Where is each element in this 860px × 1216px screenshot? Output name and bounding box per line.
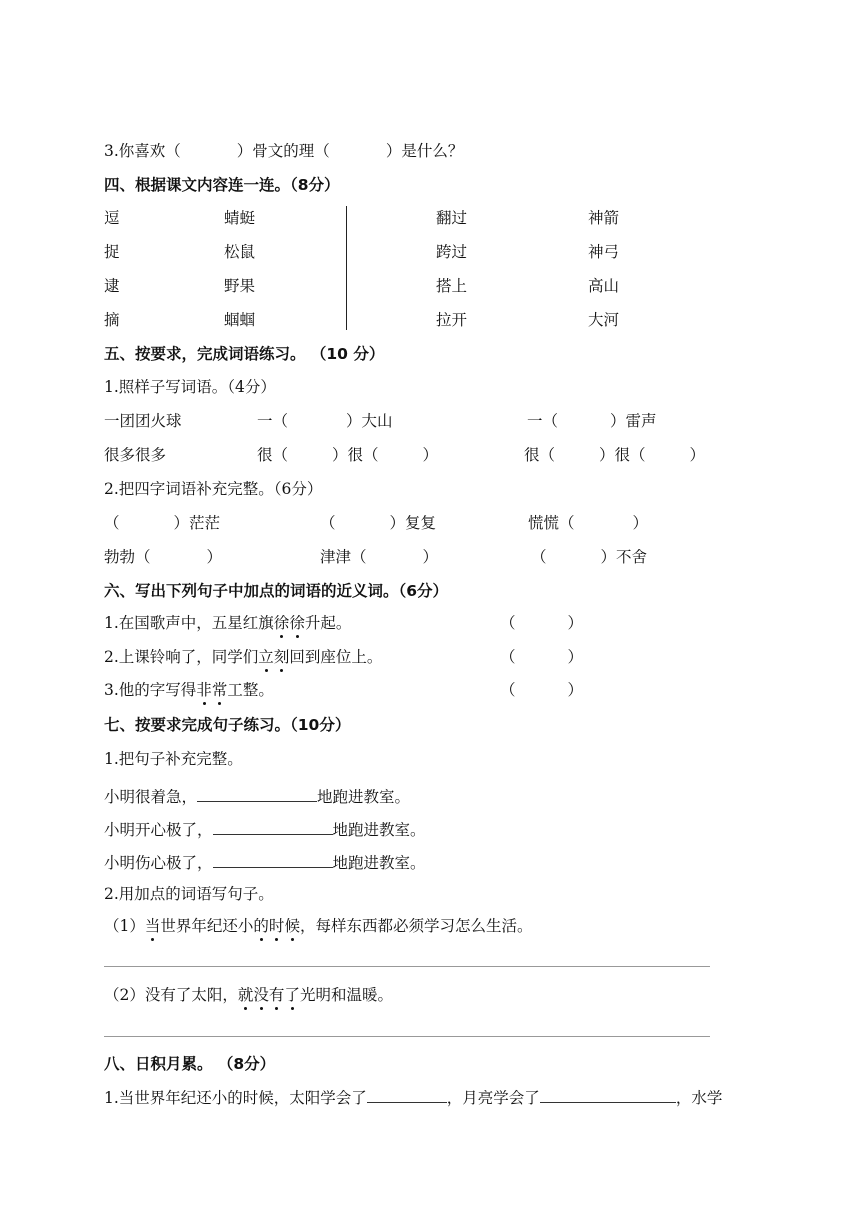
text-fragment: （ bbox=[531, 548, 547, 566]
sentence bbox=[104, 680, 274, 700]
fill-item bbox=[527, 411, 657, 431]
text-fragment: ）雷声 bbox=[610, 412, 657, 430]
text-fragment: 一（ bbox=[257, 412, 289, 430]
text-fragment: 小明很着急， bbox=[104, 788, 198, 806]
text-fragment: 光明和温暖。 bbox=[299, 986, 393, 1004]
text-fragment: ）茫茫 bbox=[173, 514, 221, 532]
answer-parens bbox=[500, 647, 583, 667]
text-fragment: 津津（ bbox=[320, 548, 367, 566]
match-word: 松鼠 bbox=[224, 243, 256, 261]
section-5-title: 五、按要求，完成词语练习。 （10 分） bbox=[104, 345, 385, 363]
match-word: 蝈蝈 bbox=[224, 311, 256, 329]
sentence bbox=[104, 852, 426, 873]
fill-blank[interactable] bbox=[197, 786, 317, 802]
match-word: 捉 bbox=[104, 243, 120, 261]
fill-item bbox=[524, 445, 705, 465]
text-fragment: 3.他的字写得 bbox=[104, 681, 197, 699]
fill-item bbox=[531, 547, 647, 567]
answer-parens bbox=[500, 613, 583, 633]
text-fragment: ）不舍 bbox=[600, 548, 648, 566]
sentence bbox=[104, 985, 393, 1005]
text-fragment: 小明开心极了， bbox=[104, 821, 213, 839]
text-fragment: （2） bbox=[104, 986, 145, 1004]
text-fragment: 徐 bbox=[273, 614, 290, 632]
text-fragment: ）骨文的理（ bbox=[236, 142, 330, 160]
text-fragment: ） bbox=[422, 446, 439, 464]
match-word: 拉开 bbox=[436, 311, 468, 329]
text-fragment: 地跑进教室。 bbox=[332, 854, 426, 872]
text-fragment: ） bbox=[567, 648, 584, 666]
text-fragment: ）复复 bbox=[389, 514, 437, 532]
text-fragment: 的 bbox=[253, 917, 269, 935]
answer-parens bbox=[500, 680, 583, 700]
section-6-title: 六、写出下列句子中加点的词语的近义词。（6分） bbox=[104, 582, 449, 600]
text-fragment: 立 bbox=[258, 648, 274, 666]
text-fragment: ） bbox=[206, 548, 223, 566]
text-fragment: ）大山 bbox=[346, 412, 393, 430]
text-fragment: （ bbox=[500, 614, 516, 632]
text-fragment: 了 bbox=[284, 986, 300, 1004]
sentence bbox=[104, 647, 382, 667]
text-fragment: 很（ bbox=[524, 446, 556, 464]
text-fragment: ） bbox=[422, 548, 439, 566]
text-fragment: ）是什么？ bbox=[385, 142, 464, 160]
text-fragment: 有 bbox=[268, 986, 285, 1004]
text-fragment: （ bbox=[500, 681, 516, 699]
text-fragment: 就 bbox=[237, 986, 254, 1004]
text-fragment: （ bbox=[500, 648, 516, 666]
text-fragment: 徐 bbox=[289, 614, 305, 632]
text-fragment: （1） bbox=[104, 917, 145, 935]
text-fragment: 刻 bbox=[273, 648, 290, 666]
text-fragment: ，水学 bbox=[675, 1089, 723, 1107]
match-word: 翻过 bbox=[436, 209, 468, 227]
match-word: 高山 bbox=[588, 277, 620, 295]
text-fragment: 升起。 bbox=[304, 614, 352, 632]
fill-item bbox=[257, 411, 393, 431]
text-fragment: ） bbox=[632, 514, 649, 532]
match-word: 神弓 bbox=[588, 243, 620, 261]
fill-blank[interactable] bbox=[213, 819, 333, 835]
match-word: 跨过 bbox=[436, 243, 468, 261]
section-8-title: 八、日积月累。 （8分） bbox=[104, 1055, 276, 1073]
text-fragment: 一（ bbox=[527, 412, 559, 430]
text-fragment: 工整。 bbox=[227, 681, 274, 699]
sentence bbox=[104, 1087, 722, 1108]
text-fragment: 小明伤心极了， bbox=[104, 854, 213, 872]
text-fragment: 地跑进教室。 bbox=[332, 821, 426, 839]
question-title: 1.把句子补充完整。 bbox=[104, 750, 243, 768]
text-fragment: ，每样东西都必须学习怎么生活。 bbox=[299, 917, 533, 935]
match-word: 神箭 bbox=[588, 209, 620, 227]
text-fragment: ） bbox=[567, 614, 584, 632]
match-word: 大河 bbox=[588, 311, 620, 329]
fill-blank[interactable] bbox=[540, 1087, 676, 1103]
match-word: 搭上 bbox=[436, 277, 468, 295]
question-title: 2.把四字词语补充完整。（6分） bbox=[104, 480, 323, 498]
text-fragment: 回到座位上。 bbox=[289, 648, 383, 666]
text-fragment: 慌慌（ bbox=[528, 514, 575, 532]
text-fragment: 1.当世界年纪还小的时候，太阳学会了 bbox=[104, 1089, 367, 1107]
fill-item bbox=[104, 547, 222, 567]
text-fragment: 没 bbox=[253, 986, 269, 1004]
fill-blank[interactable] bbox=[213, 852, 333, 868]
match-word: 逮 bbox=[104, 277, 120, 295]
section-4-title: 四、根据课文内容连一连。（8分） bbox=[104, 176, 340, 194]
text-fragment: 时 bbox=[268, 917, 285, 935]
sentence bbox=[104, 916, 532, 936]
sentence bbox=[104, 819, 426, 840]
text-fragment: 没有了太阳， bbox=[144, 986, 238, 1004]
text-fragment: ） bbox=[689, 446, 706, 464]
text-fragment: 3.你喜欢（ bbox=[104, 142, 181, 160]
question-title: 1.照样子写词语。（4分） bbox=[104, 378, 276, 396]
text-fragment: （ bbox=[320, 514, 336, 532]
answer-line[interactable] bbox=[104, 1036, 710, 1037]
sentence bbox=[104, 613, 351, 633]
text-fragment: 1.在国歌声中，五星红旗 bbox=[104, 614, 274, 632]
text-fragment: 世界年纪还小 bbox=[160, 917, 254, 935]
fill-item bbox=[320, 513, 436, 533]
match-word: 摘 bbox=[104, 311, 120, 329]
sentence bbox=[104, 786, 410, 807]
fill-blank[interactable] bbox=[367, 1087, 447, 1103]
divider-line bbox=[346, 206, 347, 330]
question-title: 2.用加点的词语写句子。 bbox=[104, 885, 274, 903]
text-fragment: ） bbox=[567, 681, 584, 699]
text-fragment: 当 bbox=[144, 917, 161, 935]
example-word: 一团团火球 bbox=[104, 412, 182, 430]
text-fragment: 常 bbox=[211, 681, 228, 699]
fill-item bbox=[320, 547, 438, 567]
match-word: 逗 bbox=[104, 209, 120, 227]
example-word: 很多很多 bbox=[104, 446, 167, 464]
text-fragment: 很（ bbox=[257, 446, 289, 464]
text-fragment: 地跑进教室。 bbox=[317, 788, 411, 806]
fill-item bbox=[528, 513, 648, 533]
text-fragment: ）很（ bbox=[599, 446, 646, 464]
text-fragment: ）很（ bbox=[332, 446, 379, 464]
question-3 bbox=[104, 141, 463, 161]
text-fragment: 2.上课铃响了，同学们 bbox=[104, 648, 259, 666]
answer-line[interactable] bbox=[104, 966, 710, 967]
section-7-title: 七、按要求完成句子练习。（10分） bbox=[104, 716, 351, 734]
text-fragment: ，月亮学会了 bbox=[446, 1089, 540, 1107]
fill-item bbox=[104, 513, 220, 533]
text-fragment: 非 bbox=[196, 681, 212, 699]
text-fragment: 勃勃（ bbox=[104, 548, 151, 566]
match-word: 野果 bbox=[224, 277, 256, 295]
match-word: 蜻蜓 bbox=[224, 209, 256, 227]
text-fragment: 候 bbox=[284, 917, 300, 935]
fill-item bbox=[257, 445, 438, 465]
text-fragment: （ bbox=[104, 514, 120, 532]
